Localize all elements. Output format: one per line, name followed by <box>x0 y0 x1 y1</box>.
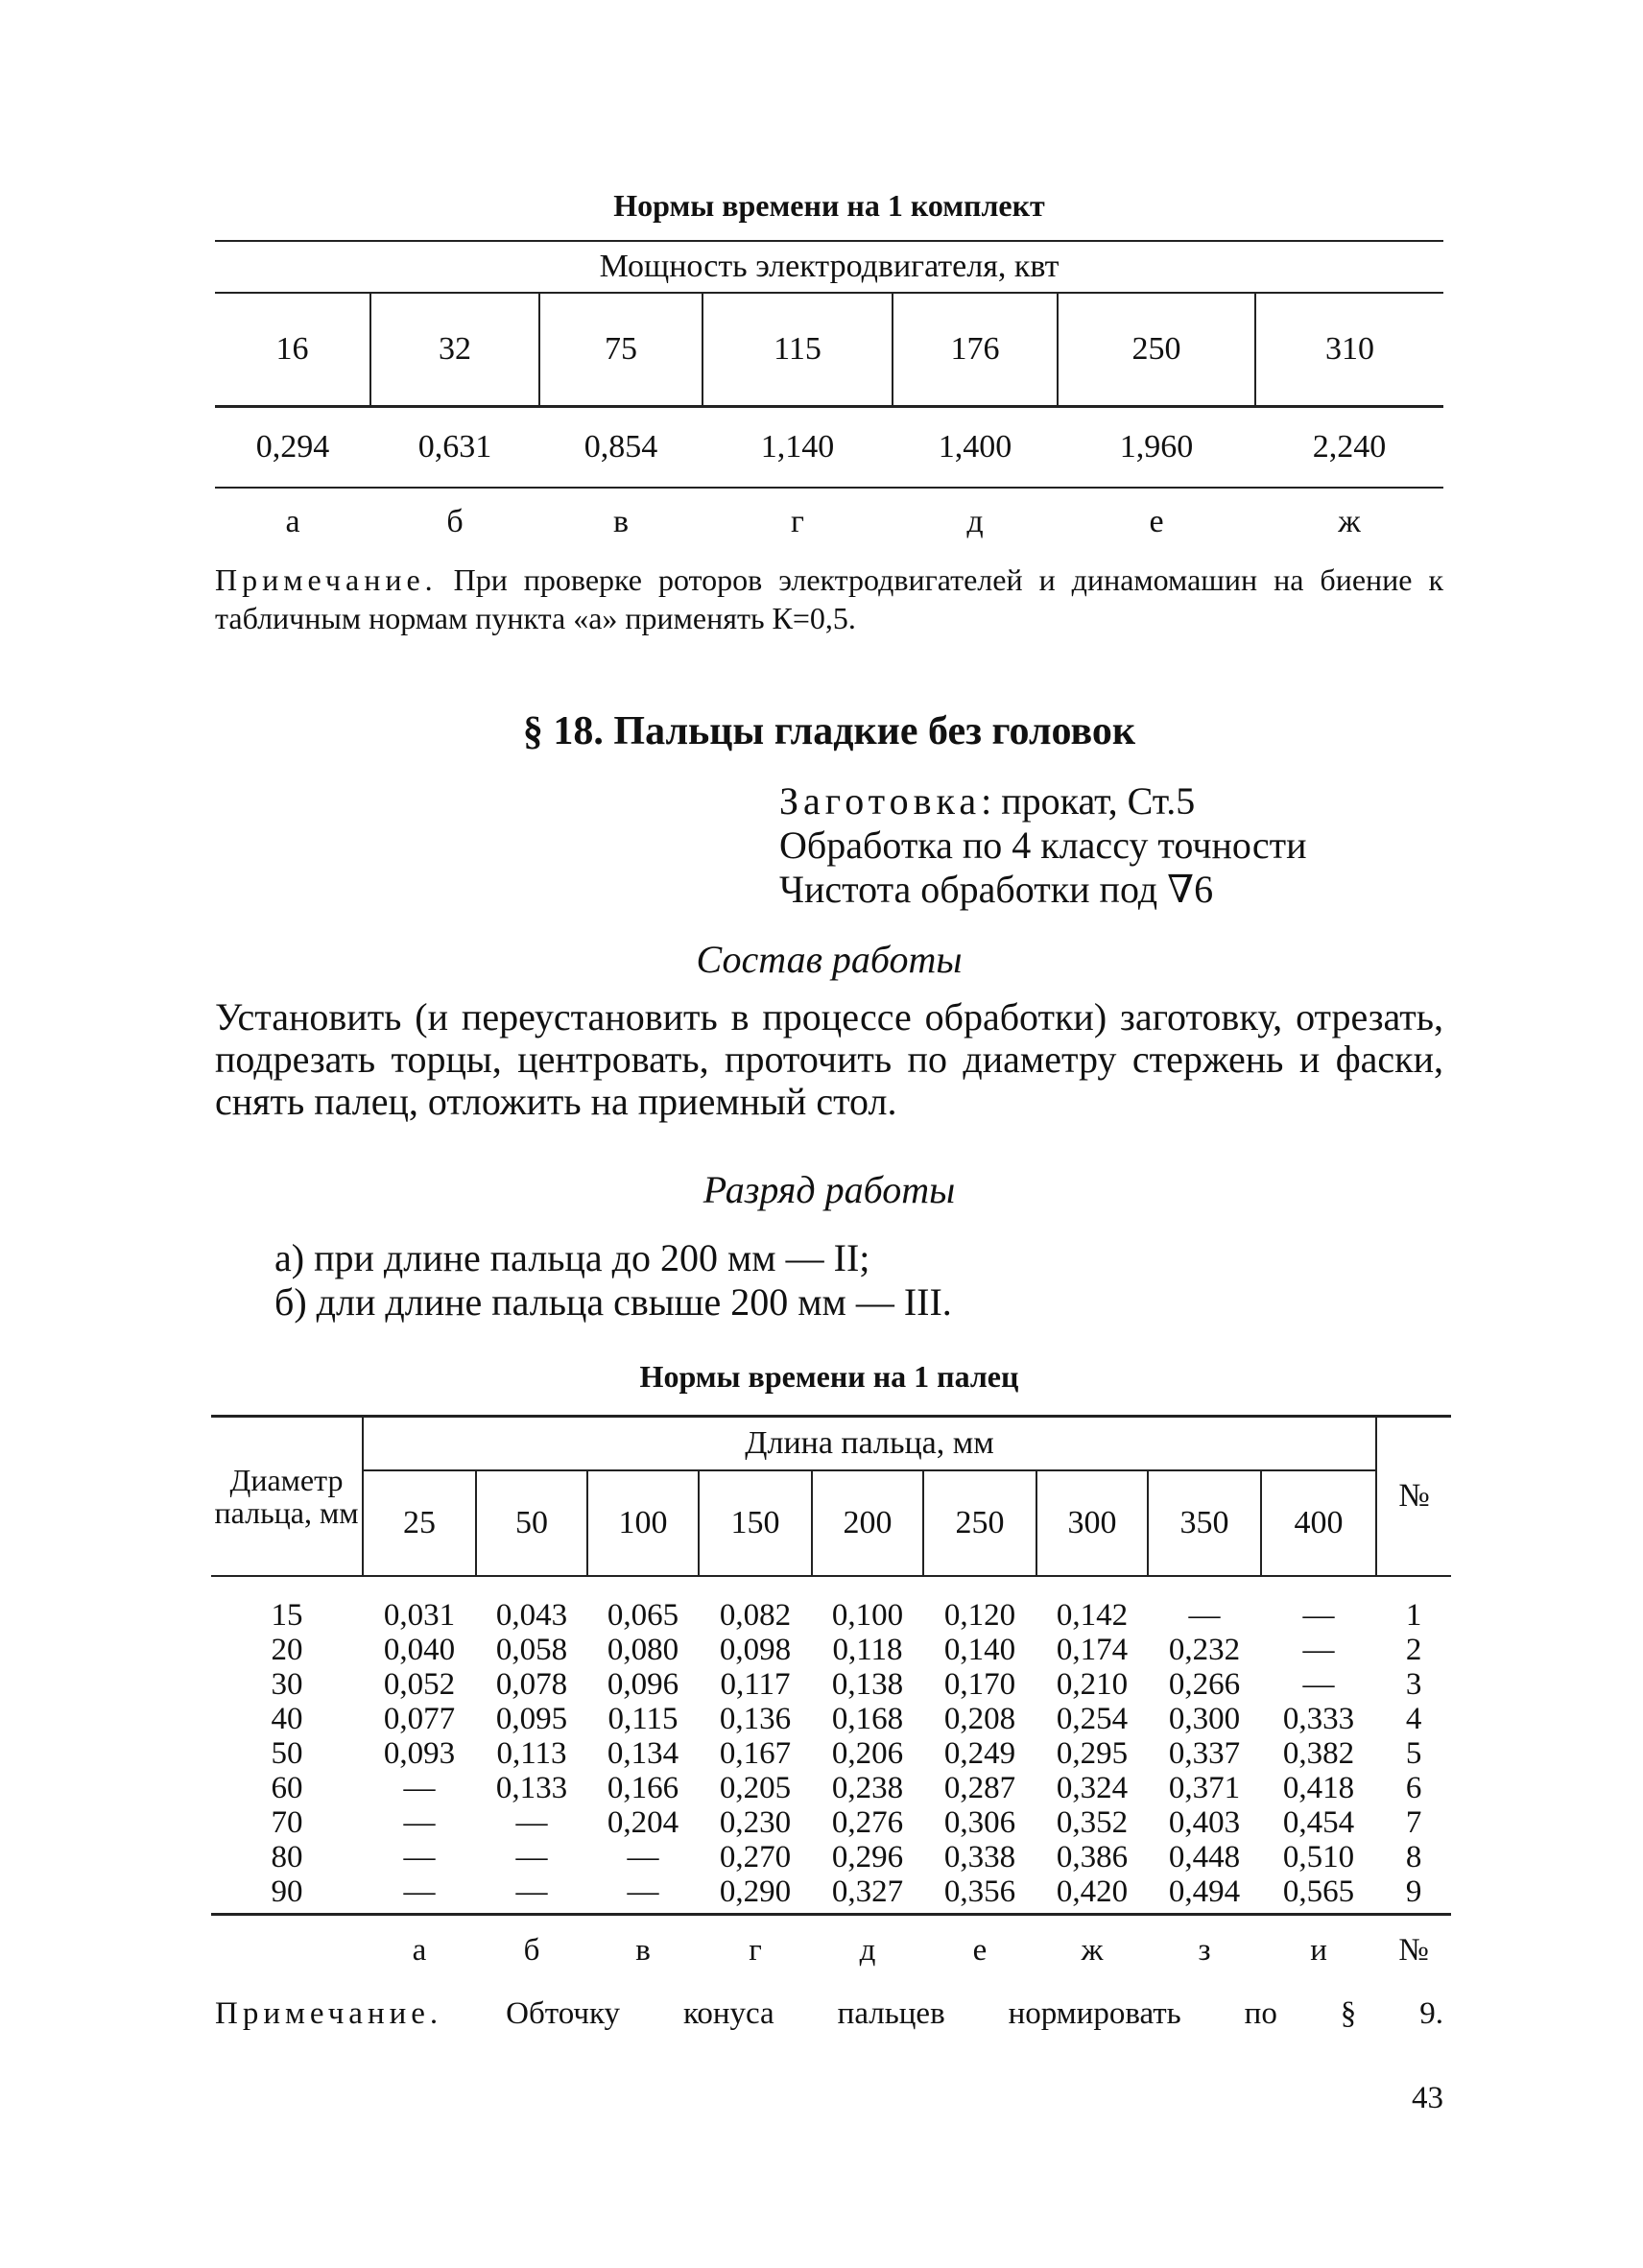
page-number: 43 <box>1412 2081 1443 2115</box>
grade-list <box>274 1236 952 1325</box>
time-cell: 0,134 <box>607 1736 679 1771</box>
diameter-cell: 50 <box>271 1736 303 1771</box>
time-cell: 0,290 <box>699 1874 812 1915</box>
time-cell: 0,118 <box>832 1633 903 1667</box>
time-cell: — <box>587 1874 699 1915</box>
grade-heading: Разряд работы <box>702 1168 956 1211</box>
time-cell: 0,098 <box>719 1633 792 1667</box>
time-cell: 0,140 <box>943 1633 1016 1667</box>
time-cell: 0,333 <box>1282 1702 1355 1736</box>
time-cell: — <box>403 1771 436 1805</box>
time-cell: 0,296 <box>831 1840 904 1874</box>
time-cell: 0,168 <box>831 1702 904 1736</box>
time-cell: — <box>515 1805 548 1840</box>
value-cell: 1,400 <box>893 407 1058 489</box>
time-cell: 0,352 <box>1056 1805 1129 1840</box>
time-cell: — <box>476 1874 587 1915</box>
value-cell: 1,960 <box>1058 407 1255 489</box>
table2-title: Нормы времени на 1 палец <box>639 1359 1019 1394</box>
time-cell: 0,052 <box>383 1667 456 1702</box>
diameter-cell: 90 <box>211 1874 363 1915</box>
time-cell: 0,300 <box>1168 1702 1241 1736</box>
time-cell: — <box>1302 1598 1335 1633</box>
time-cell: — <box>1188 1598 1221 1633</box>
time-cell: — <box>627 1840 659 1874</box>
value-cell: 1,140 <box>702 407 893 489</box>
letter-cell: г <box>791 504 804 539</box>
grade-item-a: а) при длине пальца до 200 мм — II; <box>274 1236 870 1279</box>
time-cell: 0,324 <box>1056 1771 1129 1805</box>
time-cell: 0,565 <box>1261 1874 1376 1915</box>
length-cell: 100 <box>587 1470 699 1576</box>
time-cell: 0,382 <box>1282 1736 1355 1771</box>
table-row <box>211 1736 1451 1771</box>
table1 <box>215 240 1443 556</box>
time-cell: 0,167 <box>719 1736 792 1771</box>
diameter-cell: 80 <box>271 1840 303 1874</box>
row-number-cell: 7 <box>1405 1805 1422 1840</box>
letter-cell: ж <box>1081 1932 1104 1968</box>
table-row <box>211 1702 1451 1736</box>
length-cell: 250 <box>923 1470 1036 1576</box>
time-cell: 0,082 <box>719 1598 792 1633</box>
time-cell: — <box>1302 1633 1335 1667</box>
length-header: Длина пальца, мм <box>363 1417 1376 1471</box>
time-cell: 0,100 <box>831 1598 904 1633</box>
time-cell: 0,249 <box>943 1736 1016 1771</box>
time-cell: 0,113 <box>496 1736 567 1771</box>
diameter-cell: 20 <box>271 1633 303 1667</box>
time-cell: 0,065 <box>607 1598 679 1633</box>
note1-label: Примечание. <box>215 562 438 597</box>
work-heading: Состав работы <box>696 938 963 981</box>
note1-text: При проверке роторов электродвигателей и динамомашин на биение к табличным нормам пункта «а» применять К=0,5. <box>215 562 1444 635</box>
power-cell: 115 <box>702 293 893 407</box>
time-cell: 0,510 <box>1282 1840 1355 1874</box>
row-number-cell: 2 <box>1405 1633 1422 1667</box>
note1 <box>215 561 1443 637</box>
time-cell: 0,448 <box>1168 1840 1241 1874</box>
blank-value: : прокат, Ст.5 <box>981 779 1196 823</box>
power-cell: 250 <box>1058 293 1255 407</box>
length-cell: 25 <box>363 1470 476 1576</box>
letter-cell: а <box>412 1932 427 1968</box>
time-cell: 0,120 <box>943 1598 1016 1633</box>
time-cell: 0,371 <box>1168 1771 1241 1805</box>
time-cell: 0,494 <box>1148 1874 1261 1915</box>
time-cell: — <box>363 1874 476 1915</box>
row-number-cell: 3 <box>1405 1667 1422 1702</box>
time-cell: 0,174 <box>1056 1633 1129 1667</box>
table-row <box>211 1633 1451 1667</box>
finish-line: Чистота обработки под ∇6 <box>779 868 1214 911</box>
length-cell: 50 <box>476 1470 587 1576</box>
time-cell: 0,276 <box>831 1805 904 1840</box>
time-cell: 0,287 <box>943 1771 1016 1805</box>
table2-letters-row <box>211 1915 1451 1986</box>
time-cell: 0,078 <box>495 1667 568 1702</box>
letter-cell: в <box>612 504 630 539</box>
table1-values-row <box>215 407 1443 489</box>
row-number-cell: 6 <box>1405 1771 1422 1805</box>
time-cell: — <box>515 1840 548 1874</box>
time-cell: 0,117 <box>720 1667 791 1702</box>
letter-cell: г <box>749 1932 762 1968</box>
section-title: § 18. Пальцы гладкие без головок <box>522 709 1136 753</box>
time-cell: 0,230 <box>719 1805 792 1840</box>
letter-cell: е <box>972 1932 988 1968</box>
time-cell: 0,096 <box>607 1667 679 1702</box>
grade-item-b: б) дли длине пальца свыше 200 мм — III. <box>274 1280 952 1324</box>
row-number-cell: 5 <box>1405 1736 1422 1771</box>
letter-cell: б <box>523 1932 540 1968</box>
time-cell: 0,266 <box>1168 1667 1241 1702</box>
letter-cell: в <box>635 1932 651 1968</box>
time-cell: 0,454 <box>1282 1805 1355 1840</box>
table-row <box>211 1598 1451 1633</box>
table1-letters-row <box>215 488 1443 556</box>
time-cell: 0,338 <box>943 1840 1016 1874</box>
time-cell: — <box>403 1805 436 1840</box>
note2-label: Примечание. <box>215 1996 443 2031</box>
time-cell: 0,058 <box>495 1633 568 1667</box>
time-cell: 0,205 <box>719 1771 792 1805</box>
value-cell: 0,854 <box>539 407 702 489</box>
table2-body <box>211 1598 1451 1915</box>
table1-power-row <box>215 293 1443 407</box>
time-cell: 0,166 <box>607 1771 679 1805</box>
diameter-header: Диаметр пальца, мм <box>211 1417 363 1577</box>
letter-cell: д <box>966 504 984 539</box>
letter-cell: д <box>859 1932 876 1968</box>
time-cell: 0,206 <box>831 1736 904 1771</box>
time-cell: 0,254 <box>1056 1702 1129 1736</box>
length-cell: 200 <box>812 1470 923 1576</box>
table-row <box>211 1840 1451 1874</box>
diameter-cell: 40 <box>271 1702 303 1736</box>
time-cell: 0,077 <box>383 1702 456 1736</box>
time-cell: 0,043 <box>495 1598 568 1633</box>
time-cell: 0,295 <box>1056 1736 1129 1771</box>
table1-title: Нормы времени на 1 комплект <box>613 188 1045 223</box>
letter-cell: з <box>1198 1932 1211 1968</box>
time-cell: — <box>403 1840 436 1874</box>
time-cell: 0,356 <box>923 1874 1036 1915</box>
value-cell: 0,631 <box>370 407 539 489</box>
letter-cell: е <box>1149 504 1164 539</box>
letter-cell: и <box>1310 1932 1327 1968</box>
time-cell: 0,136 <box>719 1702 792 1736</box>
value-cell: 2,240 <box>1255 407 1443 489</box>
note2 <box>215 1996 1443 2032</box>
note2-text: Обточку конуса пальцев нормировать по § 9. <box>506 1996 1443 2031</box>
value-cell: 0,294 <box>215 407 370 489</box>
row-number-cell: 1 <box>1405 1598 1422 1633</box>
time-cell: 0,095 <box>495 1702 568 1736</box>
time-cell: 0,418 <box>1282 1771 1355 1805</box>
time-cell: 0,093 <box>383 1736 456 1771</box>
diameter-cell: 60 <box>271 1771 303 1805</box>
time-cell: 0,208 <box>943 1702 1016 1736</box>
length-cell: 150 <box>699 1470 812 1576</box>
length-values-row <box>211 1470 1451 1576</box>
row-number-cell: 8 <box>1405 1840 1422 1874</box>
diameter-cell: 70 <box>271 1805 303 1840</box>
time-cell: 0,204 <box>607 1805 679 1840</box>
power-cell: 32 <box>370 293 539 407</box>
power-cell: 176 <box>893 293 1058 407</box>
time-cell: 0,210 <box>1056 1667 1129 1702</box>
table2 <box>211 1415 1451 1985</box>
blank-spec <box>779 779 1307 912</box>
time-cell: 0,232 <box>1168 1633 1241 1667</box>
time-cell: 0,170 <box>943 1667 1016 1702</box>
time-cell: 0,142 <box>1056 1598 1129 1633</box>
time-cell: 0,386 <box>1056 1840 1129 1874</box>
letter-cell: б <box>446 504 464 539</box>
length-cell: 300 <box>1036 1470 1148 1576</box>
table1-header: Мощность электродвигателя, квт <box>215 241 1443 293</box>
diameter-cell: 15 <box>271 1598 303 1633</box>
time-cell: 0,080 <box>607 1633 679 1667</box>
table-row <box>211 1805 1451 1840</box>
time-cell: 0,420 <box>1036 1874 1148 1915</box>
power-cell: 16 <box>215 293 370 407</box>
length-cell: 350 <box>1148 1470 1261 1576</box>
time-cell: 0,270 <box>719 1840 792 1874</box>
time-cell: 0,115 <box>607 1702 679 1736</box>
time-cell: — <box>1302 1667 1335 1702</box>
power-cell: 75 <box>539 293 702 407</box>
table-row <box>211 1874 1451 1915</box>
time-cell: 0,040 <box>383 1633 456 1667</box>
time-cell: 0,327 <box>812 1874 923 1915</box>
precision-line: Обработка по 4 классу точности <box>779 824 1307 867</box>
letter-cell: ж <box>1338 504 1361 539</box>
table-row <box>211 1667 1451 1702</box>
time-cell: 0,403 <box>1168 1805 1241 1840</box>
time-cell: 0,133 <box>495 1771 568 1805</box>
letter-cell: № <box>1398 1932 1429 1968</box>
time-cell: 0,306 <box>943 1805 1016 1840</box>
length-cell: 400 <box>1261 1470 1376 1576</box>
diameter-cell: 30 <box>271 1667 303 1702</box>
letter-cell: а <box>285 504 300 539</box>
power-cell: 310 <box>1255 293 1443 407</box>
time-cell: 0,337 <box>1168 1736 1241 1771</box>
row-number-cell: 9 <box>1376 1874 1451 1915</box>
table-row <box>211 1771 1451 1805</box>
num-header: № <box>1376 1417 1451 1577</box>
time-cell: 0,238 <box>831 1771 904 1805</box>
row-number-cell: 4 <box>1405 1702 1422 1736</box>
work-text: Установить (и переустановить в процессе обработки) заготовку, отрезать, подрезать торцы, центровать, проточить по диаметру стержень и фаски, снять палец, отложить на приемный стол. <box>215 995 1443 1123</box>
time-cell: 0,031 <box>383 1598 456 1633</box>
time-cell: 0,138 <box>831 1667 904 1702</box>
blank-label: Заготовка <box>779 779 982 823</box>
